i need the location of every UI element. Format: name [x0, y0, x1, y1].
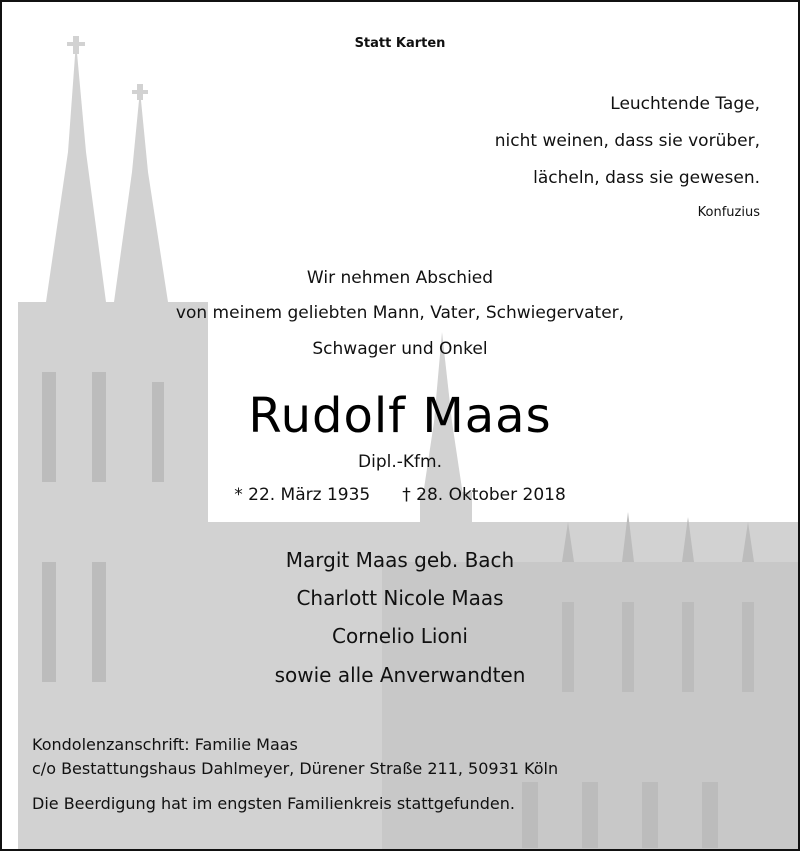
mourner-2: Charlott Nicole Maas [296, 586, 504, 610]
life-dates [2, 485, 798, 505]
mourner-3: Cornelio Lioni [332, 624, 468, 648]
intro-line-2: von meinem geliebten Mann, Vater, Schwiegervater, [175, 303, 625, 323]
mourner-1: Margit Maas geb. Bach [285, 548, 515, 572]
funeral-home-address: c/o Bestattungshaus Dahlmeyer, Dürener Straße 211, 50931 Köln [32, 759, 559, 778]
header-label: Statt Karten [354, 36, 446, 51]
condolence-address: Kondolenzanschrift: Familie Maas [32, 735, 298, 754]
burial-note: Die Beerdigung hat im engsten Familienkreis stattgefunden. [32, 794, 515, 813]
birth-date: * 22. März 1935 [234, 485, 371, 505]
quote-line-1: Leuchtende Tage, [610, 94, 760, 114]
quote-line-2: nicht weinen, dass sie vorüber, [494, 131, 760, 151]
intro-line-3: Schwager und Onkel [312, 339, 488, 359]
quote-author: Konfuzius [697, 205, 760, 220]
deceased-name: Rudolf Maas [248, 388, 552, 444]
intro-line-1: Wir nehmen Abschied [306, 268, 494, 288]
mourner-4: sowie alle Anverwandten [274, 663, 526, 687]
death-date: † 28. Oktober 2018 [402, 485, 566, 505]
deceased-title: Dipl.-Kfm. [358, 452, 442, 472]
quote-line-3: lächeln, dass sie gewesen. [533, 168, 760, 188]
